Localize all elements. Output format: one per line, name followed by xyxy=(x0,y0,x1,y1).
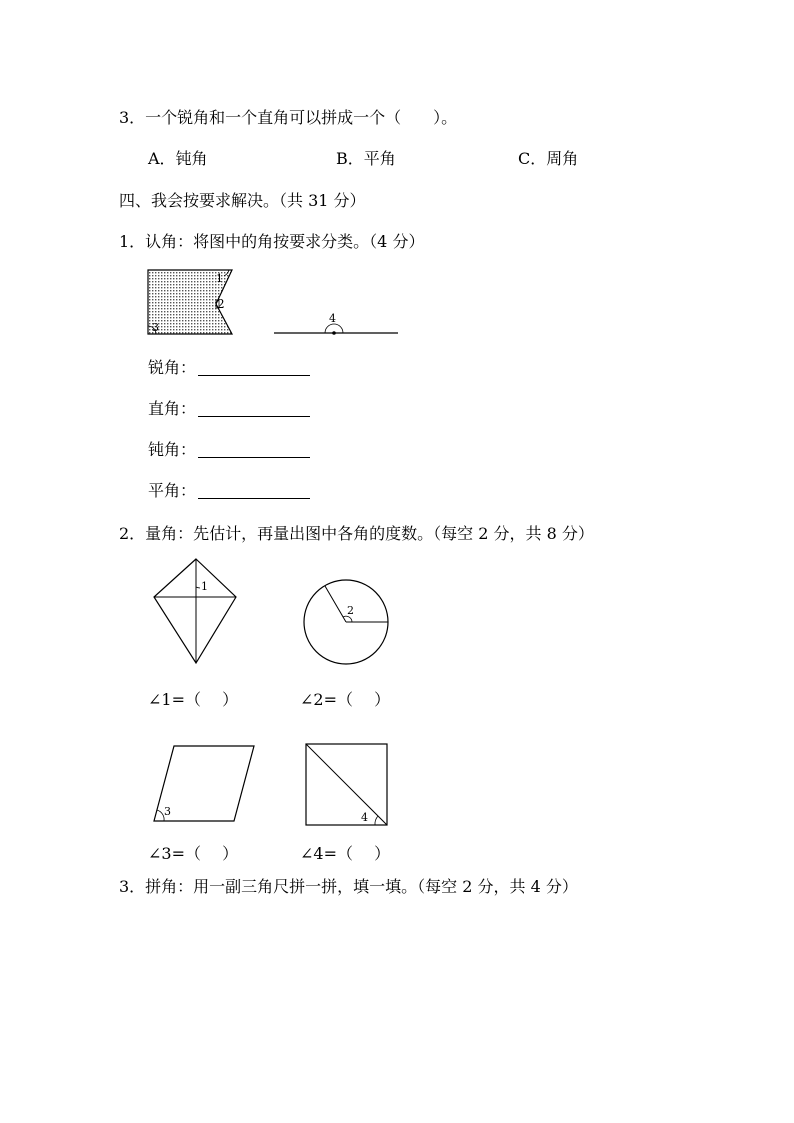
kite-figure xyxy=(150,555,250,670)
angle-1-answer[interactable]: ∠1=（ ） xyxy=(148,690,239,709)
question-2-title: 2．量角：先估计，再量出图中各角的度数。（每空 2 分，共 8 分） xyxy=(119,524,594,543)
straight-row xyxy=(148,483,310,499)
question-3-title: 3．拼角：用一副三角尺拼一拼，填一填。（每空 2 分，共 4 分） xyxy=(119,877,578,896)
right-row xyxy=(148,401,310,417)
angle-2-answer[interactable]: ∠2=（ ） xyxy=(300,690,391,709)
parallelogram-figure xyxy=(150,742,260,827)
angle-label-3: 3 xyxy=(152,321,159,334)
angle-label-2: 2 xyxy=(217,297,225,311)
angle-4-answer[interactable]: ∠4=（ ） xyxy=(300,844,391,863)
straight-label: 平角： xyxy=(148,481,197,500)
right-label: 直角： xyxy=(148,399,197,418)
angle-3-answer[interactable]: ∠3=（ ） xyxy=(148,844,239,863)
right-answer-blank[interactable] xyxy=(198,401,310,417)
square-angle-label: 4 xyxy=(361,811,368,824)
parallelogram-angle-label: 3 xyxy=(164,805,171,818)
angle-label-1: 1 xyxy=(216,272,223,285)
circle-angle-label: 2 xyxy=(347,604,354,617)
straight-answer-blank[interactable] xyxy=(198,483,310,499)
question-1-title: 1．认角：将图中的角按要求分类。（4 分） xyxy=(119,232,425,251)
option-c[interactable]: C．周角 xyxy=(518,149,579,168)
acute-row xyxy=(148,360,310,376)
acute-label: 锐角： xyxy=(148,358,197,377)
obtuse-label: 钝角： xyxy=(148,440,197,459)
option-a[interactable]: A．钝角 xyxy=(148,149,208,168)
circle-figure xyxy=(300,576,400,676)
angle-label-4: 4 xyxy=(329,312,336,325)
kite-angle-label: 1 xyxy=(201,580,208,593)
angle-classification-figure xyxy=(140,266,420,346)
section-title: 四、我会按要求解决。（共 31 分） xyxy=(119,191,366,210)
square-figure xyxy=(302,740,392,830)
obtuse-row xyxy=(148,442,310,458)
obtuse-answer-blank[interactable] xyxy=(198,442,310,458)
question-3-acute-right-angle: 3．一个锐角和一个直角可以拼成一个（ ）。 xyxy=(119,108,458,127)
acute-answer-blank[interactable] xyxy=(198,360,310,376)
option-b[interactable]: B．平角 xyxy=(336,149,396,168)
